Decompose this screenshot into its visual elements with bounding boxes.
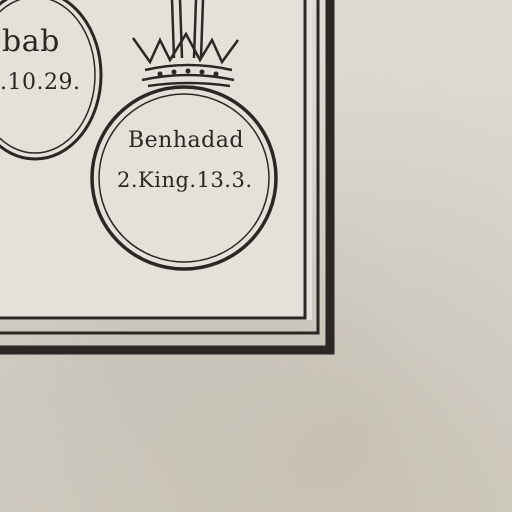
medallion-name: Benhadad (128, 128, 244, 153)
crown-icon (133, 0, 238, 86)
medallion-reference: 2.King.13.3. (117, 168, 253, 192)
partial-medallion-reference: .10.29. (0, 70, 81, 95)
partial-medallion-name: bab (2, 24, 60, 59)
